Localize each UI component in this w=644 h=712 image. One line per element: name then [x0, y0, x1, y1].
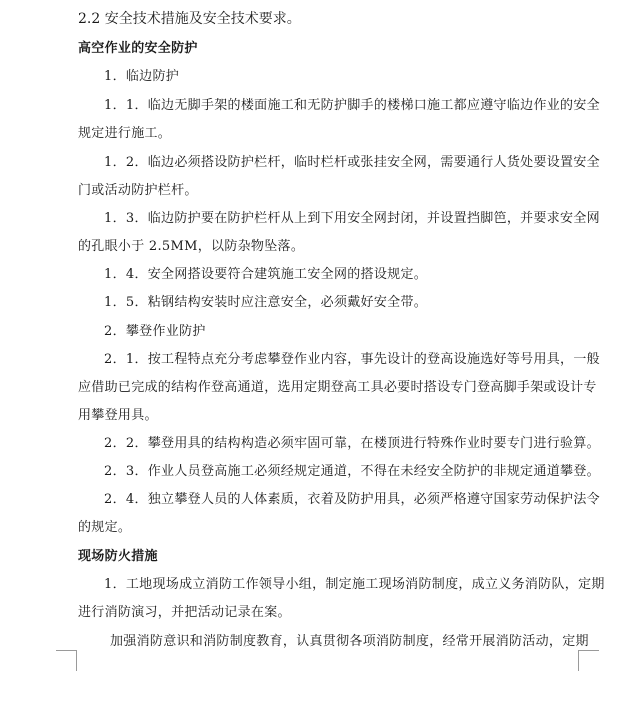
- paragraph-line: 用攀登用具。: [78, 408, 158, 423]
- paragraph-line: 进行消防演习，并把活动记录在案。: [78, 605, 291, 620]
- paragraph-line: 1．2．临边必须搭设防护栏杆，临时栏杆或张挂安全网，需要通行人货处要设置安全: [104, 155, 600, 170]
- paragraph-line: 2．2．攀登用具的结构构造必须牢固可靠，在楼顶进行特殊作业时要专门进行验算。: [104, 436, 600, 451]
- page-margin-corner-left: [56, 650, 77, 671]
- paragraph-line: 1．4．安全网搭设要符合建筑施工安全网的搭设规定。: [104, 267, 428, 282]
- paragraph-line: 2．3．作业人员登高施工必须经规定通道，不得在未经安全防护的非规定通道攀登。: [104, 464, 600, 479]
- paragraph-line: 门或活动防护栏杆。: [78, 183, 198, 198]
- heading-high-altitude-safety: 高空作业的安全防护: [78, 41, 198, 56]
- paragraph-line: 1．3．临边防护要在防护栏杆从上到下用安全网封闭，并设置挡脚笆，并要求安全网: [104, 211, 600, 226]
- paragraph-line: 1．工地现场成立消防工作领导小组，制定施工现场消防制度，成立义务消防队，定期: [104, 577, 605, 592]
- paragraph-line: 2．1．按工程特点充分考虑攀登作业内容，事先设计的登高设施选好等号用具，一般: [104, 352, 600, 367]
- paragraph-line: 1．1．临边无脚手架的楼面施工和无防护脚手的楼梯口施工都应遵守临边作业的安全: [104, 98, 600, 113]
- paragraph-line: 的孔眼小于 2.5MM，以防杂物坠落。: [78, 239, 305, 254]
- paragraph-line: 的规定。: [78, 520, 132, 535]
- page-margin-corner-right: [578, 650, 599, 671]
- heading-fire-prevention: 现场防火措施: [78, 549, 158, 564]
- paragraph-line: 应借助已完成的结构作登高通道，选用定期登高工具必要时搭设专门登高脚手架或设计专: [78, 380, 597, 395]
- paragraph-line: 1．临边防护: [104, 69, 180, 84]
- paragraph-line: 2．4．独立攀登人员的人体素质，衣着及防护用具，必须严格遵守国家劳动保护法令: [104, 492, 600, 507]
- section-title: 2.2 安全技术措施及安全技术要求。: [78, 11, 301, 27]
- paragraph-line: 2．攀登作业防护: [104, 324, 206, 339]
- paragraph-line: 1．5．粘钢结构安装时应注意安全，必须戴好安全带。: [104, 295, 428, 310]
- paragraph-line: 加强消防意识和消防制度教育，认真贯彻各项消防制度，经常开展消防活动，定期: [110, 634, 589, 649]
- paragraph-line: 规定进行施工。: [78, 126, 172, 141]
